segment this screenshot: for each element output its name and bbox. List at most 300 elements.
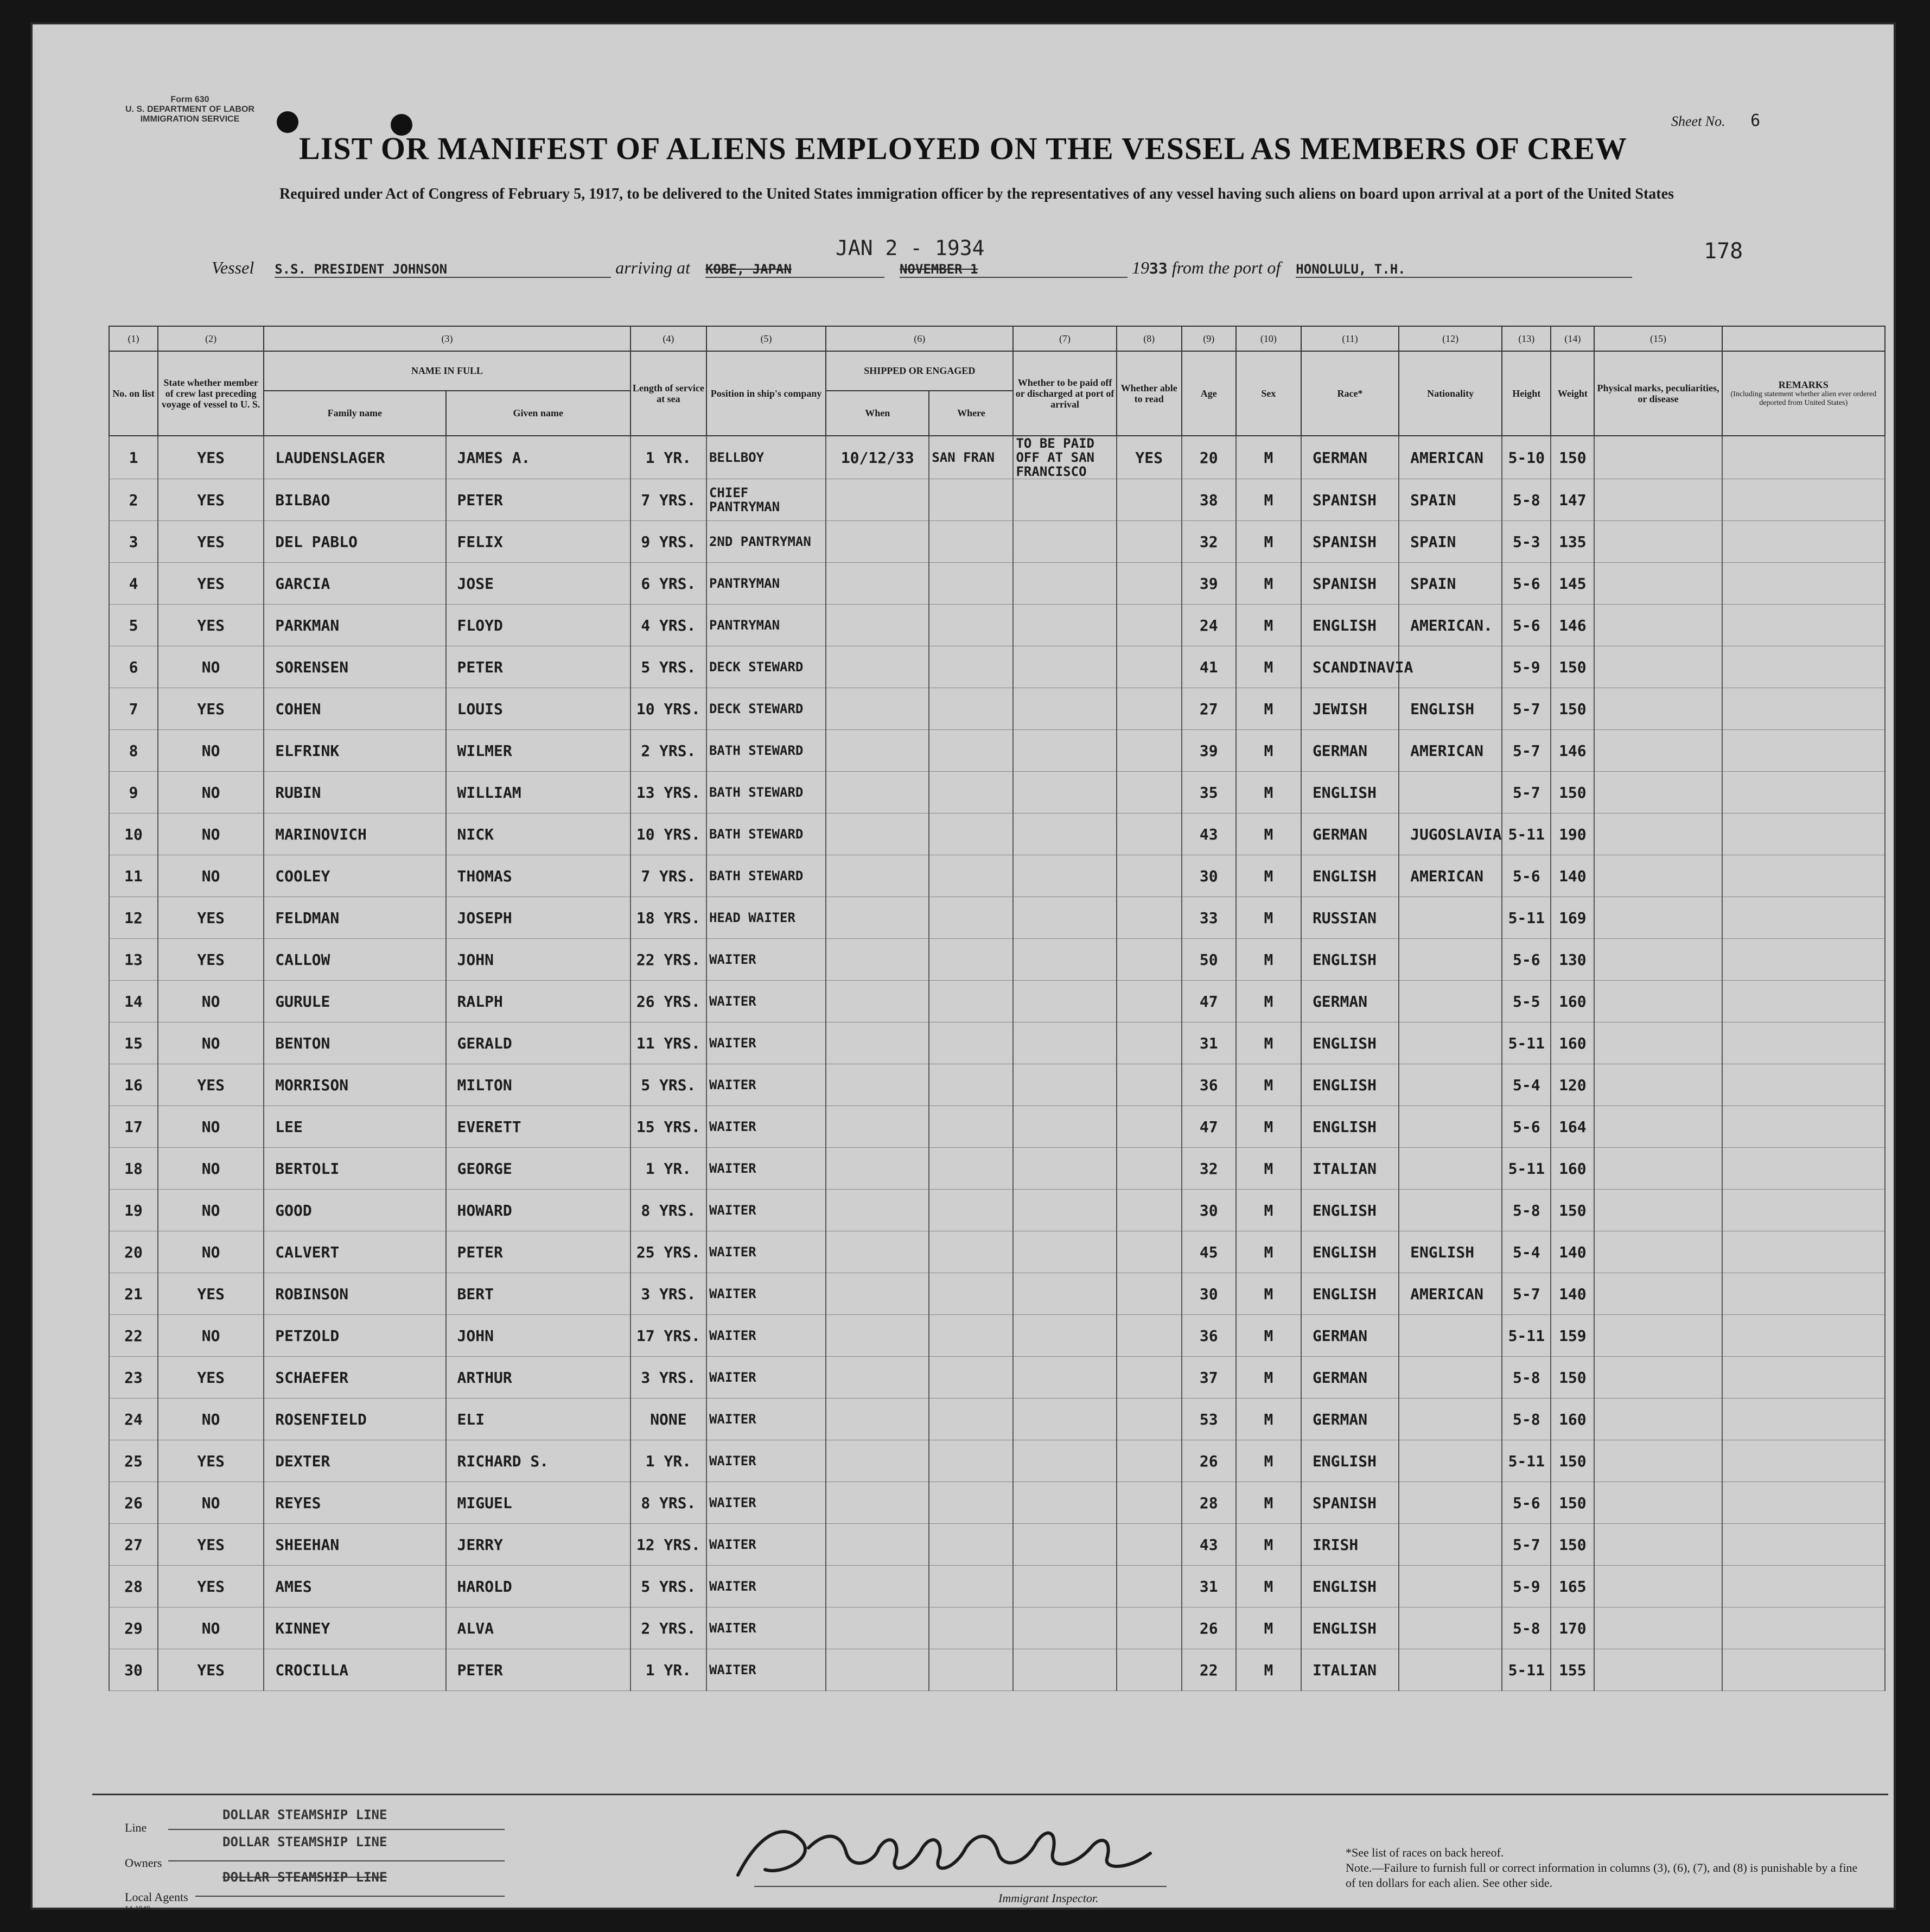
physical-marks-cell	[1594, 688, 1722, 730]
able-to-read-cell	[1117, 1566, 1182, 1607]
previous-voyage-cell: YES	[158, 1524, 264, 1566]
able-to-read-cell	[1117, 1273, 1182, 1315]
position-cell: WAITER	[706, 1064, 826, 1106]
col-num-13: (13)	[1502, 326, 1551, 351]
remarks-cell	[1722, 1273, 1885, 1315]
age-cell: 33	[1182, 897, 1236, 939]
height-cell: 5-6	[1502, 855, 1551, 897]
signature-line	[754, 1886, 1167, 1887]
nationality-cell	[1399, 1064, 1502, 1106]
table-row	[109, 688, 1885, 730]
able-to-read-cell	[1117, 1106, 1182, 1148]
shipped-where-cell	[929, 1607, 1013, 1649]
previous-voyage-cell: YES	[158, 897, 264, 939]
col-num-12: (12)	[1399, 326, 1502, 351]
sex-cell: M	[1236, 1566, 1301, 1607]
position-cell: WAITER	[706, 1357, 826, 1399]
shipped-when-cell	[826, 1566, 929, 1607]
age-cell: 30	[1182, 1190, 1236, 1231]
age-cell: 43	[1182, 814, 1236, 855]
row-number-cell: 3	[109, 521, 158, 563]
physical-marks-cell	[1594, 1482, 1722, 1524]
shipped-where-cell	[929, 1231, 1013, 1273]
paid-off-cell	[1013, 1106, 1116, 1148]
sex-cell: M	[1236, 563, 1301, 605]
paid-off-cell	[1013, 1440, 1116, 1482]
physical-marks-cell	[1594, 1190, 1722, 1231]
weight-cell: 120	[1551, 1064, 1594, 1106]
sex-cell: M	[1236, 1524, 1301, 1566]
table-row	[109, 939, 1885, 981]
given-name-cell: PETER	[446, 1649, 630, 1691]
weight-cell: 140	[1551, 1273, 1594, 1315]
family-name-cell: DEXTER	[264, 1440, 445, 1482]
weight-cell: 160	[1551, 981, 1594, 1022]
remarks-cell	[1722, 939, 1885, 981]
physical-marks-cell	[1594, 814, 1722, 855]
age-cell: 26	[1182, 1607, 1236, 1649]
height-cell: 5-4	[1502, 1231, 1551, 1273]
family-name-cell: ELFRINK	[264, 730, 445, 772]
sex-cell: M	[1236, 1022, 1301, 1064]
weight-cell: 165	[1551, 1566, 1594, 1607]
race-cell: ENGLISH	[1301, 1190, 1399, 1231]
position-cell: WAITER	[706, 1440, 826, 1482]
physical-marks-cell	[1594, 646, 1722, 688]
previous-voyage-cell: YES	[158, 1273, 264, 1315]
position-cell: WAITER	[706, 1524, 826, 1566]
sex-cell: M	[1236, 688, 1301, 730]
height-cell: 5-7	[1502, 772, 1551, 814]
given-name-cell: PETER	[446, 646, 630, 688]
nationality-cell	[1399, 1524, 1502, 1566]
position-cell: PANTRYMAN	[706, 605, 826, 646]
sex-cell: M	[1236, 1357, 1301, 1399]
family-name-cell: GARCIA	[264, 563, 445, 605]
able-to-read-cell	[1117, 772, 1182, 814]
race-cell: ENGLISH	[1301, 605, 1399, 646]
age-cell: 39	[1182, 563, 1236, 605]
previous-voyage-cell: YES	[158, 521, 264, 563]
nationality-cell	[1399, 1482, 1502, 1524]
previous-voyage-cell: NO	[158, 646, 264, 688]
position-cell: WAITER	[706, 1273, 826, 1315]
paid-off-cell	[1013, 730, 1116, 772]
age-cell: 24	[1182, 605, 1236, 646]
shipped-when-cell	[826, 1315, 929, 1357]
nationality-cell	[1399, 1440, 1502, 1482]
position-cell: WAITER	[706, 1566, 826, 1607]
height-cell: 5-8	[1502, 1607, 1551, 1649]
given-name-cell: FELIX	[446, 521, 630, 563]
able-to-read-cell	[1117, 1064, 1182, 1106]
shipped-where-cell	[929, 814, 1013, 855]
header-paid-off: Whether to be paid off or discharged at port of arrival	[1013, 351, 1116, 436]
age-cell: 36	[1182, 1064, 1236, 1106]
nationality-cell: ENGLISH	[1399, 688, 1502, 730]
footer-notes	[1346, 1845, 1867, 1891]
remarks-cell	[1722, 1064, 1885, 1106]
shipped-where-cell	[929, 1315, 1013, 1357]
remarks-cell	[1722, 1607, 1885, 1649]
header-shipped-or-engaged: SHIPPED OR ENGAGED	[826, 351, 1013, 391]
shipped-when-cell	[826, 1064, 929, 1106]
inspector-signature	[716, 1810, 1205, 1891]
service-length-cell: 3 YRS.	[630, 1357, 706, 1399]
sex-cell: M	[1236, 646, 1301, 688]
weight-cell: 159	[1551, 1315, 1594, 1357]
service-length-cell: 5 YRS.	[630, 1566, 706, 1607]
height-cell: 5-6	[1502, 1106, 1551, 1148]
col-num-14: (14)	[1551, 326, 1594, 351]
able-to-read-cell	[1117, 688, 1182, 730]
paid-off-cell	[1013, 1566, 1116, 1607]
paid-off-cell	[1013, 1399, 1116, 1440]
header-weight: Weight	[1551, 351, 1594, 436]
race-cell: ENGLISH	[1301, 1231, 1399, 1273]
physical-marks-cell	[1594, 730, 1722, 772]
shipped-when-cell	[826, 563, 929, 605]
service-length-cell: 12 YRS.	[630, 1524, 706, 1566]
remarks-cell	[1722, 436, 1885, 479]
position-cell: WAITER	[706, 1106, 826, 1148]
header-given-name: Given name	[446, 391, 630, 436]
physical-marks-cell	[1594, 855, 1722, 897]
given-name-cell: JOHN	[446, 1315, 630, 1357]
shipped-when-cell	[826, 1022, 929, 1064]
weight-cell: 150	[1551, 1190, 1594, 1231]
vessel-value: S.S. PRESIDENT JOHNSON	[275, 262, 611, 278]
shipped-when-cell	[826, 1231, 929, 1273]
col-num-15: (15)	[1594, 326, 1722, 351]
shipped-when-cell	[826, 814, 929, 855]
service-length-cell: 17 YRS.	[630, 1315, 706, 1357]
given-name-cell: NICK	[446, 814, 630, 855]
remarks-cell	[1722, 1524, 1885, 1566]
previous-voyage-cell: YES	[158, 479, 264, 521]
family-name-cell: DEL PABLO	[264, 521, 445, 563]
header-race: Race*	[1301, 351, 1399, 436]
page-subtitle: Required under Act of Congress of February 5, 1917, to be delivered to the United States immigration officer by the representatives of any vessel having such aliens on board upon arrival at a port of the United States	[279, 186, 1674, 202]
date-stamp: JAN 2 - 1934	[836, 236, 985, 260]
physical-marks-cell	[1594, 479, 1722, 521]
nationality-cell: JUGOSLAVIA	[1399, 814, 1502, 855]
race-cell: GERMAN	[1301, 436, 1399, 479]
table-row	[109, 1106, 1885, 1148]
header-name-in-full: NAME IN FULL	[264, 351, 630, 391]
service-length-cell: 7 YRS.	[630, 479, 706, 521]
table-row	[109, 1607, 1885, 1649]
row-number-cell: 30	[109, 1649, 158, 1691]
height-cell: 5-7	[1502, 1273, 1551, 1315]
sex-cell: M	[1236, 436, 1301, 479]
race-cell: SCANDINAVIA	[1301, 646, 1399, 688]
physical-marks-cell	[1594, 1106, 1722, 1148]
line-label: Line	[125, 1821, 147, 1834]
previous-voyage-cell: YES	[158, 436, 264, 479]
port-value: HONOLULU, T.H.	[1296, 262, 1632, 278]
shipped-where-cell	[929, 605, 1013, 646]
race-cell: ENGLISH	[1301, 939, 1399, 981]
nationality-cell	[1399, 897, 1502, 939]
service-length-cell: 1 YR.	[630, 436, 706, 479]
table-row	[109, 646, 1885, 688]
shipped-when-cell	[826, 855, 929, 897]
height-cell: 5-4	[1502, 1064, 1551, 1106]
physical-marks-cell	[1594, 1649, 1722, 1691]
nationality-cell	[1399, 1399, 1502, 1440]
position-cell: 2ND PANTRYMAN	[706, 521, 826, 563]
family-name-cell: GOOD	[264, 1190, 445, 1231]
table-row	[109, 605, 1885, 646]
able-to-read-cell	[1117, 897, 1182, 939]
position-cell: BELLBOY	[706, 436, 826, 479]
paid-off-cell	[1013, 855, 1116, 897]
table-row	[109, 855, 1885, 897]
race-cell: GERMAN	[1301, 1357, 1399, 1399]
able-to-read-cell	[1117, 1399, 1182, 1440]
row-number-cell: 25	[109, 1440, 158, 1482]
previous-voyage-cell: NO	[158, 1399, 264, 1440]
weight-cell: 150	[1551, 688, 1594, 730]
row-number-cell: 8	[109, 730, 158, 772]
paid-off-cell	[1013, 1524, 1116, 1566]
race-cell: SPANISH	[1301, 479, 1399, 521]
shipped-when-cell	[826, 1482, 929, 1524]
sheet-number	[1671, 111, 1760, 130]
paid-off-cell	[1013, 605, 1116, 646]
header-height: Height	[1502, 351, 1551, 436]
sex-cell: M	[1236, 730, 1301, 772]
form-number: Form 630	[170, 95, 209, 104]
shipped-where-cell	[929, 1273, 1013, 1315]
previous-voyage-cell: NO	[158, 1315, 264, 1357]
shipped-where-cell	[929, 521, 1013, 563]
row-number-cell: 9	[109, 772, 158, 814]
family-name-cell: COOLEY	[264, 855, 445, 897]
nationality-cell	[1399, 646, 1502, 688]
family-name-cell: COHEN	[264, 688, 445, 730]
able-to-read-cell	[1117, 1524, 1182, 1566]
height-cell: 5-3	[1502, 521, 1551, 563]
given-name-cell: PETER	[446, 479, 630, 521]
given-name-cell: GEORGE	[446, 1148, 630, 1190]
form-info	[114, 95, 266, 124]
nationality-cell: AMERICAN	[1399, 730, 1502, 772]
row-number-cell: 19	[109, 1190, 158, 1231]
able-to-read-cell	[1117, 521, 1182, 563]
row-number-cell: 17	[109, 1106, 158, 1148]
shipped-where-cell	[929, 855, 1013, 897]
position-cell: BATH STEWARD	[706, 814, 826, 855]
family-name-cell: MORRISON	[264, 1064, 445, 1106]
shipped-when-cell	[826, 1190, 929, 1231]
previous-voyage-cell: YES	[158, 563, 264, 605]
service-length-cell: 6 YRS.	[630, 563, 706, 605]
position-cell: BATH STEWARD	[706, 772, 826, 814]
race-cell: ENGLISH	[1301, 1273, 1399, 1315]
shipped-where-cell	[929, 1064, 1013, 1106]
remarks-cell	[1722, 1566, 1885, 1607]
sex-cell: M	[1236, 605, 1301, 646]
arriving-label: arriving at	[615, 258, 690, 277]
table-row	[109, 521, 1885, 563]
shipped-where-cell	[929, 772, 1013, 814]
previous-voyage-cell: NO	[158, 1190, 264, 1231]
position-cell: WAITER	[706, 1315, 826, 1357]
paid-off-cell	[1013, 1022, 1116, 1064]
height-cell: 5-6	[1502, 939, 1551, 981]
nationality-cell	[1399, 1106, 1502, 1148]
given-name-cell: RICHARD S.	[446, 1440, 630, 1482]
row-number-cell: 22	[109, 1315, 158, 1357]
weight-cell: 146	[1551, 730, 1594, 772]
previous-voyage-cell: NO	[158, 772, 264, 814]
previous-voyage-cell: NO	[158, 981, 264, 1022]
family-name-cell: ROSENFIELD	[264, 1399, 445, 1440]
service-length-cell: 26 YRS.	[630, 981, 706, 1022]
remarks-cell	[1722, 981, 1885, 1022]
sex-cell: M	[1236, 1106, 1301, 1148]
height-cell: 5-6	[1502, 1482, 1551, 1524]
table-row	[109, 1190, 1885, 1231]
table-row	[109, 436, 1885, 479]
remarks-cell	[1722, 1357, 1885, 1399]
table-row	[109, 1440, 1885, 1482]
physical-marks-cell	[1594, 1566, 1722, 1607]
paid-off-cell	[1013, 646, 1116, 688]
weight-cell: 160	[1551, 1022, 1594, 1064]
race-cell: IRISH	[1301, 1524, 1399, 1566]
sex-cell: M	[1236, 1607, 1301, 1649]
nationality-cell: SPAIN	[1399, 563, 1502, 605]
remarks-cell	[1722, 730, 1885, 772]
age-cell: 20	[1182, 436, 1236, 479]
row-number-cell: 27	[109, 1524, 158, 1566]
service-length-cell: 25 YRS.	[630, 1231, 706, 1273]
family-name-cell: CROCILLA	[264, 1649, 445, 1691]
family-name-cell: GURULE	[264, 981, 445, 1022]
col-num-10: (10)	[1236, 326, 1301, 351]
service-length-cell: 10 YRS.	[630, 688, 706, 730]
race-cell: ENGLISH	[1301, 1022, 1399, 1064]
service-length-cell: 1 YR.	[630, 1440, 706, 1482]
age-cell: 31	[1182, 1022, 1236, 1064]
service-length-cell: 4 YRS.	[630, 605, 706, 646]
remarks-cell	[1722, 1440, 1885, 1482]
shipped-when-cell	[826, 1524, 929, 1566]
family-name-cell: CALLOW	[264, 939, 445, 981]
remarks-cell	[1722, 563, 1885, 605]
nationality-cell: AMERICAN	[1399, 1273, 1502, 1315]
sex-cell: M	[1236, 1649, 1301, 1691]
physical-marks-cell	[1594, 897, 1722, 939]
weight-cell: 160	[1551, 1399, 1594, 1440]
service-length-cell: 5 YRS.	[630, 1064, 706, 1106]
family-name-cell: BILBAO	[264, 479, 445, 521]
header-where: Where	[929, 391, 1013, 436]
height-cell: 5-7	[1502, 688, 1551, 730]
nationality-cell	[1399, 1315, 1502, 1357]
paid-off-cell	[1013, 1148, 1116, 1190]
row-number-cell: 4	[109, 563, 158, 605]
position-cell: DECK STEWARD	[706, 646, 826, 688]
height-cell: 5-6	[1502, 605, 1551, 646]
family-name-cell: PETZOLD	[264, 1315, 445, 1357]
remarks-cell	[1722, 1315, 1885, 1357]
service-length-cell: 11 YRS.	[630, 1022, 706, 1064]
header-length-of-service: Length of service at sea	[630, 351, 706, 436]
physical-marks-cell	[1594, 605, 1722, 646]
table-row	[109, 897, 1885, 939]
row-number-cell: 29	[109, 1607, 158, 1649]
shipped-when-cell	[826, 1399, 929, 1440]
service-name: IMMIGRATION SERVICE	[140, 115, 240, 124]
remarks-cell	[1722, 897, 1885, 939]
age-cell: 27	[1182, 688, 1236, 730]
family-name-cell: PARKMAN	[264, 605, 445, 646]
col-num-6: (6)	[826, 326, 1013, 351]
given-name-cell: ALVA	[446, 1607, 630, 1649]
footer-rule	[92, 1794, 1888, 1795]
previous-voyage-cell: YES	[158, 1357, 264, 1399]
weight-cell: 147	[1551, 479, 1594, 521]
paid-off-cell	[1013, 1607, 1116, 1649]
header-when: When	[826, 391, 929, 436]
sheet-number-value: 6	[1750, 111, 1761, 130]
age-cell: 36	[1182, 1315, 1236, 1357]
shipped-when-cell	[826, 1357, 929, 1399]
shipped-where-cell	[929, 1190, 1013, 1231]
previous-voyage-cell: YES	[158, 1064, 264, 1106]
arriving-value: KOBE, JAPAN	[705, 262, 884, 278]
shipped-when-cell	[826, 939, 929, 981]
crew-manifest-table	[109, 326, 1886, 1691]
remarks-cell	[1722, 1148, 1885, 1190]
weight-cell: 150	[1551, 1482, 1594, 1524]
given-name-cell: ELI	[446, 1399, 630, 1440]
previous-voyage-cell: YES	[158, 939, 264, 981]
race-cell: ENGLISH	[1301, 1566, 1399, 1607]
age-cell: 28	[1182, 1482, 1236, 1524]
year-value: 33	[1149, 259, 1168, 277]
header-position: Position in ship's company	[706, 351, 826, 436]
race-cell: GERMAN	[1301, 730, 1399, 772]
sex-cell: M	[1236, 1064, 1301, 1106]
remarks-cell	[1722, 772, 1885, 814]
col-num-2: (2)	[158, 326, 264, 351]
header-remarks-title: REMARKS	[1778, 379, 1829, 390]
paid-off-cell	[1013, 897, 1116, 939]
family-name-cell: SCHAEFER	[264, 1357, 445, 1399]
row-number-cell: 10	[109, 814, 158, 855]
nationality-cell	[1399, 1148, 1502, 1190]
race-cell: SPANISH	[1301, 1482, 1399, 1524]
row-number-cell: 24	[109, 1399, 158, 1440]
header-physical-marks: Physical marks, peculiarities, or disease	[1594, 351, 1722, 436]
given-name-cell: MILTON	[446, 1064, 630, 1106]
race-cell: GERMAN	[1301, 1399, 1399, 1440]
position-cell: CHIEF PANTRYMAN	[706, 479, 826, 521]
given-name-cell: EVERETT	[446, 1106, 630, 1148]
shipped-where-cell	[929, 730, 1013, 772]
table-row	[109, 730, 1885, 772]
height-cell: 5-7	[1502, 1524, 1551, 1566]
nationality-cell: SPAIN	[1399, 479, 1502, 521]
able-to-read-cell	[1117, 981, 1182, 1022]
paid-off-cell	[1013, 479, 1116, 521]
age-cell: 30	[1182, 855, 1236, 897]
